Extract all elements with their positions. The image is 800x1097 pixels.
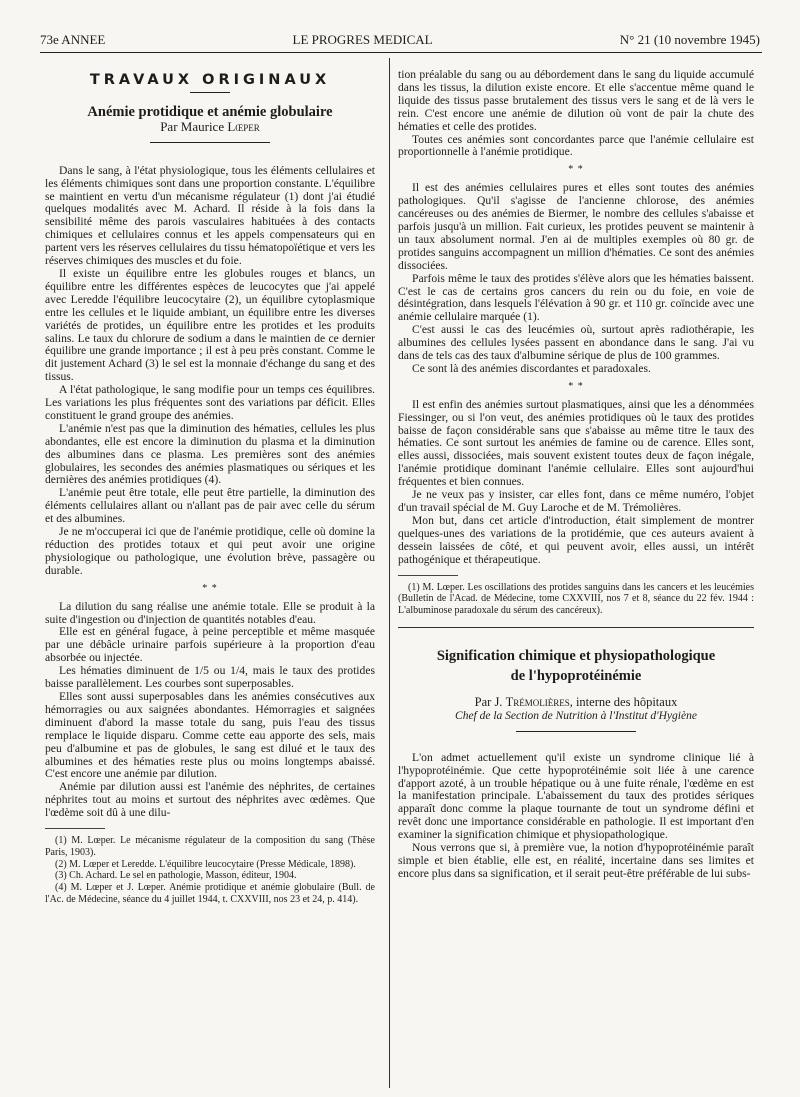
paragraph: Les hématies diminuent de 1/5 ou 1/4, mais le taux des protides baisse parallèlement. Les courbes sont superposables. xyxy=(45,664,375,691)
header-rule xyxy=(40,52,762,53)
section-stars: * * xyxy=(568,164,584,176)
author-name: Lœper xyxy=(227,118,260,134)
paragraph: Il existe un équilibre entre les globules rouges et blancs, un équilibre entre les différentes espèces de leucocytes que j'ai appelé avec Leredde l'équilibre leucocytaire (2), un équilibre cytoplasmique entre les cellules et le liquide ambiant, un équilibre entre les diverses variétés de protides, un équilibre entre les protides et les produits salins. Le taux du chlorure de sodium a dans le maintien de ce dernier équilibre une grande importance ; il est à peu près constant. Comme le dit justement Achard (3) le sel est la monnaie d'échange du sang et des tissus. xyxy=(45,266,375,384)
author-prefix: Par J. xyxy=(474,694,506,709)
article2-affiliation: Chef de la Section de Nutrition à l'Institut d'Hygiène xyxy=(455,709,697,722)
paragraph: Elles sont aussi superposables dans les anémies consécutives aux hémorragies ou aux saignées abondantes. Hémorragies et saignées diminuent d'abord la masse totale du sang, puis l'eau des tissus remplace le liquide disparu. Comme cette eau apporte des sels, mais peu d'albumine et pas de globules, le sang est dilué et le taux des albumines et des hématies reste plus ou moins longtemps abaissé. C'est encore une anémie par dilution. xyxy=(45,689,375,781)
paragraph: Parfois même le taux des protides s'élève alors que les hématies baissent. C'est le cas de certains gros cancers du rein ou du foie, en voie de désintégration, dans lesquels l'élévation à 90 gr. et 110 gr. coïncide avec une anémie cellulaire marquée (1). xyxy=(398,271,754,324)
article-separator xyxy=(398,627,754,628)
author-prefix: Par Maurice xyxy=(160,118,228,134)
left-column xyxy=(45,70,375,906)
footnote: (1) M. Lœper. Les oscillations des protides sanguins dans les cancers et les leucémies (Bulletin de l'Acad. de Médecine, tome CXXVIII, nos 7 et 8, séance du 22 fév. 1944 : L'albuminose paradoxale du sérum des cancéreux). xyxy=(398,581,754,617)
paragraph: Nous verrons que si, à première vue, la notion d'hypoprotéinémie paraît simple et bien établie, elle est, en réalité, incertaine dans ses limites et encore plus dans sa signification, et il serait peut-être préférable de lui subs- xyxy=(398,841,754,880)
footnote: (2) M. Lœper et Leredde. L'équilibre leucocytaire (Presse Médicale, 1898). xyxy=(55,858,356,870)
author-name: Trémolières xyxy=(505,694,570,709)
paragraph: Je ne veux pas y insister, car elles font, dans ce même numéro, l'objet d'un travail spécial de M. Guy Laroche et de M. Trémolières. xyxy=(398,488,754,514)
article2-title-line: de l'hypoprotéinémie xyxy=(510,667,642,684)
paragraph: L'on admet actuellement qu'il existe un syndrome clinique lié à l'hypoprotéinémie. Que cette hypoprotéinémie soit liée à une carence d'apport azoté, à un trouble hépatique ou à une fuite rénale, l'œdème en est la manifestation principale. L'abaissement du taux des protides sériques apparaît donc comme la plaque tournante de tout un syndrome défini et revêt donc une importance considérable en pathologie. Il est important d'en examiner la signification chimique et physiopathologique. xyxy=(398,750,754,842)
article2-author xyxy=(398,696,754,709)
paragraph: C'est aussi le cas des leucémies où, surtout après radiothérapie, les albumines des cellules lysées passent en abondance dans le sang. J'ai vu dans de tels cas des taux d'albumine sérique de plus de 100 grammes. xyxy=(398,323,754,363)
article-title: Anémie protidique et anémie globulaire xyxy=(87,103,333,120)
paragraph: Toutes ces anémies sont concordantes parce que l'anémie cellulaire est proportionnelle à l'anémie protidique. xyxy=(398,132,754,159)
footnote: (1) M. Lœper. Le mécanisme régulateur de la composition du sang (Thèse Paris, 1903). xyxy=(45,835,375,858)
header-issue: N° 21 (10 novembre 1945) xyxy=(619,32,760,47)
right-column xyxy=(398,69,754,881)
author-suffix: , interne des hôpitaux xyxy=(569,694,678,709)
section-stars: * * xyxy=(202,582,218,594)
footnote: (4) M. Lœper et J. Lœper. Anémie protidique et anémie globulaire (Bull. de l'Ac. de Médecine, séance du 4 juillet 1944, t. CXXVIII, nos 23 et 24, p. 414). xyxy=(45,882,375,906)
footnote-rule xyxy=(398,575,458,576)
running-header xyxy=(40,32,760,48)
paragraph: Elle est en général fugace, à peine perceptible et même masquée par une débâcle urinaire parfois supérieure à la proportion d'eau absorbée ou injectée. xyxy=(45,625,375,665)
footnote-rule xyxy=(45,828,105,829)
paragraph: La dilution du sang réalise une anémie totale. Elle se produit à la suite d'ingestion ou d'injection de quantités notables d'eau. xyxy=(45,599,375,626)
paragraph: Il est des anémies cellulaires pures et elles sont toutes des anémies pathologiques. Qu'il s'agisse de l'ancienne chlorose, des anémies cancéreuses ou des anémies de Biermer, le nombre des cellules s'abaisse et parfois jusqu'à un million. Fait curieux, les protides peuvent se maintenir à un taux absolument normal. J'en ai de multiples exemples où 80 gr. de protides sanguins accompagnent un million d'hématies. Ce sont des anémies dissociées. xyxy=(398,181,754,272)
paragraph: Mon but, dans cet article d'introduction, était simplement de montrer quelques-unes des variations de la protidémie, que ces auteurs avaient à dessein laissées de côté, et qui peuvent avoir, elles aussi, un intérêt pathogénique et thérapeutique. xyxy=(398,513,754,566)
title-rule xyxy=(150,142,270,143)
header-year: 73e ANNEE xyxy=(40,32,106,47)
footnote: (3) Ch. Achard. Le sel en pathologie, Masson, éditeur, 1904. xyxy=(55,870,297,882)
paragraph: Ce sont là des anémies discordantes et paradoxales. xyxy=(412,361,651,375)
paragraph: tion préalable du sang ou au débordement dans le sang du liquide accumulé dans les tissus, la dilution existe encore. Et elle s'accentue même quand le liquide des tissus passe brutalement des tissus vers le sang et de là vers le rein. C'est encore une anémie de dilution où vont de pair la chute des hématies et celle des protides. xyxy=(398,68,754,133)
header-journal-title: LE PROGRES MEDICAL xyxy=(292,32,433,47)
article2-title xyxy=(398,646,754,686)
article2-title-line: Signification chimique et physiopathologique xyxy=(436,647,716,664)
paragraph: A l'état pathologique, le sang modifie pour un temps ces équilibres. Les variations les plus fréquentes sont des variations par déficit. Elles constituent le grand groupe des anémies. xyxy=(45,383,375,422)
paragraph: Il est enfin des anémies surtout plasmatiques, ainsi que les a dénommées Fiessinger, ou si l'on veut, des anémies protidiques où le taux des protides baisse de façon considérable sans que s'abaisse au même titre le taux des hématies. Ce sont surtout les anémies de famine ou de carence. Elles sont, elles aussi, dissociées, mais souvent existent toutes deux de façon inégale, l'anémie protidique dominant l'anémie cellulaire. Elles sont aujourd'hui fréquentes et bien connues. xyxy=(398,397,754,489)
paragraph: Dans le sang, à l'état physiologique, tous les éléments cellulaires et les éléments chimiques sont dans une proportion constante. L'équilibre se maintient en vertu d'un mécanisme régulateur (1) dont j'ai étudié quelques modalités avec M. Achard. Il réside à la fois dans la sensibilité même des parois vasculaires habituées à des contacts chimiques et cellulaires connus et les appels compensateurs qui en partent vers les réserves cellulaires du tissu hématopoïétique et vers les réserves chimiques des muscles et du foie. xyxy=(45,163,375,268)
section-stars: * * xyxy=(568,380,584,392)
section-title: TRAVAUX ORIGINAUX xyxy=(89,72,331,88)
paragraph: L'anémie peut être totale, elle peut être partielle, la diminution des éléments cellulaires allant ou n'allant pas de pair avec celle du sérum et des albumines. xyxy=(45,486,375,526)
paragraph: L'anémie n'est pas que la diminution des hématies, cellules les plus abondantes, elle est encore la diminution du plasma et la diminution des albumines dans ce plasma. Les premières sont des anémies globulaires, les secondes des anémies plasmatiques ou sériques et les dernières des anémies protidiques (4). xyxy=(45,421,375,487)
column-divider xyxy=(389,58,390,1088)
paragraph: Je ne m'occuperai ici que de l'anémie protidique, celle où domine la réduction des protides totaux et qui peut avoir une origine physiologique ou pathologique, une évolution brève, passagère ou durable. xyxy=(45,525,375,577)
section-rule xyxy=(190,92,230,93)
article-author xyxy=(45,118,375,134)
paragraph: Anémie par dilution aussi est l'anémie des néphrites, de certaines néphrites tout au moins et surtout des néphrites avec œdèmes. Que l'œdème soit dû à une dilu- xyxy=(45,780,375,820)
title-rule xyxy=(516,731,636,732)
